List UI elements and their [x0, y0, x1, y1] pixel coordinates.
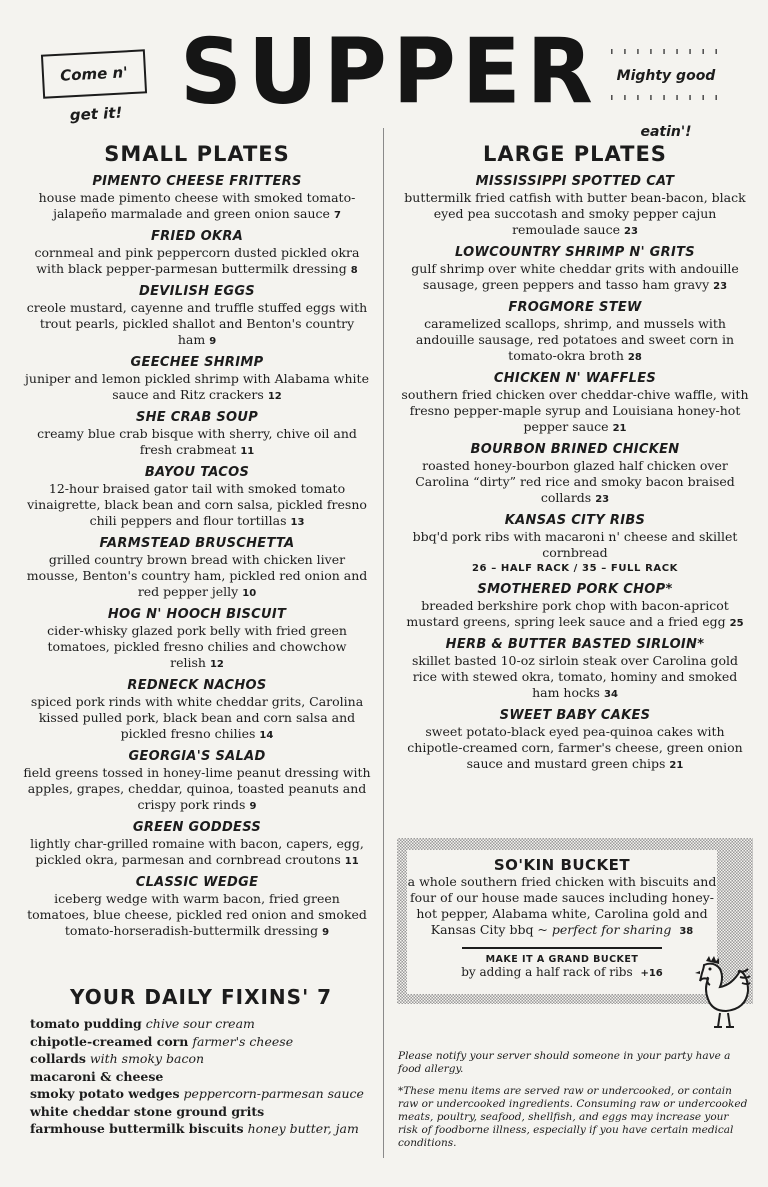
daily-fixins-section	[30, 985, 375, 1138]
small-plates-section	[22, 140, 372, 945]
large-plate-item-description	[400, 387, 750, 437]
large-plate-item-description	[400, 653, 750, 703]
small-plate-item-price: 9	[209, 336, 217, 347]
small-plate-item-price: 9	[249, 801, 257, 812]
small-plate-item-name: REDNECK NACHOS	[127, 678, 267, 693]
small-plate-item-name: GREEN GODDESS	[132, 820, 262, 835]
bucket-price: 38	[679, 926, 694, 937]
large-plate-item-desc-text: caramelized scallops, shrimp, and mussels with andouille sausage, red potatoes and sweet corn in tomato-okra broth	[415, 316, 735, 363]
large-plate-item-name: FROGMORE STEW	[508, 300, 642, 315]
large-plate-item-name: CHICKEN N' WAFFLES	[493, 371, 657, 386]
small-plate-item-desc-text: spiced pork rinds with white cheddar grits, Carolina kissed pulled pork, black bean and corn salsa and pickled fresno chilies	[30, 694, 364, 741]
fixin-note: peppercorn-parmesan sauce	[183, 1086, 364, 1101]
large-plate-item-desc-text: breaded berkshire pork chop with bacon-apricot mustard greens, spring leek sauce and a fried egg	[406, 598, 729, 629]
fixin-note: honey butter, jam	[247, 1121, 359, 1136]
grand-bucket-title: MAKE IT A GRAND BUCKET	[485, 954, 639, 965]
large-plate-item-price: 28	[627, 352, 642, 363]
menu-notes	[398, 1050, 748, 1159]
small-plate-item	[22, 874, 372, 941]
small-plate-item-price: 7	[333, 210, 341, 221]
large-plate-item	[400, 707, 750, 774]
large-plate-item-desc-text: sweet potato-black eyed pea-quinoa cakes with chipotle-creamed corn, farmer's cheese, green onion sauce and mustard green chips	[407, 724, 743, 771]
small-plate-item-description	[22, 765, 372, 815]
small-plate-item-name: CLASSIC WEDGE	[135, 875, 259, 890]
small-plate-item-desc-text: iceberg wedge with warm bacon, fried green tomatoes, blue cheese, pickled red onion and smoked tomato-horseradish-buttermilk dressing	[27, 891, 367, 938]
bucket-description	[407, 874, 717, 940]
grand-price: +16	[640, 968, 663, 979]
small-plate-item-description	[22, 245, 372, 279]
small-plate-item	[22, 819, 372, 870]
fixin-note: chive sour cream	[145, 1016, 255, 1031]
large-plate-item-description	[400, 316, 750, 366]
fixin-name: chipotle-creamed corn	[30, 1033, 189, 1049]
tag-mighty-good: I I I I I I I I I Mighty good eatin'! I I I I I I I I I	[596, 48, 736, 104]
tag-come-get-it: Come n' get it!	[41, 49, 147, 98]
small-plate-item-description	[22, 190, 372, 224]
small-plate-item-price: 13	[290, 517, 305, 528]
large-plate-item	[400, 299, 750, 366]
small-plate-item-name: FARMSTEAD BRUSCHETTA	[99, 536, 295, 551]
fixin-item	[30, 1015, 375, 1033]
small-plate-item-desc-text: creole mustard, cayenne and truffle stuffed eggs with trout pearls, pickled shallot and Benton's country ham	[26, 300, 368, 347]
large-plate-item	[400, 244, 750, 295]
small-plate-item-price: 8	[350, 265, 358, 276]
fixins-price: 7	[317, 985, 333, 1009]
small-plate-item-description	[22, 836, 372, 870]
large-plate-item-description	[400, 261, 750, 295]
large-plate-item-price: 26 – HALF RACK / 35 – FULL RACK	[472, 563, 678, 574]
small-plate-item-name: GEORGIA'S SALAD	[128, 749, 266, 764]
large-plate-item-desc-text: roasted honey-bourbon glazed half chicken over Carolina “dirty” red rice and smoky bacon braised collards	[415, 458, 735, 505]
bucket-desc-text: a whole southern fried chicken with biscuits and four of our house made sauces including honey-hot pepper, Alabama white, Carolina gold and Kansas City bbq ~	[407, 874, 717, 937]
small-plate-item	[22, 464, 372, 531]
fixin-item	[30, 1085, 375, 1103]
large-plate-item-name: SWEET BABY CAKES	[499, 708, 651, 723]
small-plate-item-desc-text: grilled country brown bread with chicken liver mousse, Benton's country ham, pickled red onion and red pepper jelly	[26, 552, 368, 599]
small-plate-item	[22, 606, 372, 673]
large-plate-item-description	[400, 458, 750, 508]
fixins-title-text: YOUR DAILY FIXINS'	[70, 985, 310, 1009]
small-plate-item-description	[22, 300, 372, 350]
small-plate-item-desc-text: cider-whisky glazed pork belly with fried green tomatoes, pickled fresno chilies and chowchow relish	[47, 623, 347, 670]
large-plate-item-name: HERB & BUTTER BASTED SIRLOIN*	[445, 637, 705, 652]
bucket-share-note: perfect for sharing	[551, 922, 672, 937]
small-plate-item-price: 9	[322, 927, 330, 938]
small-plate-item-name: GEECHEE SHRIMP	[130, 355, 264, 370]
small-plate-item-description	[22, 481, 372, 531]
large-plate-item-desc-text: skillet basted 10-oz sirloin steak over Carolina gold rice with stewed okra, tomato, hominy and smoked ham hocks	[411, 653, 739, 700]
small-plate-item-desc-text: creamy blue crab bisque with sherry, chive oil and fresh crabmeat	[37, 426, 357, 457]
fixin-item	[30, 1120, 375, 1138]
large-plate-item-price: 23	[713, 281, 728, 292]
small-plate-item-description	[22, 552, 372, 602]
bucket-title: SO'KIN BUCKET	[493, 856, 631, 874]
fixin-note: with smoky bacon	[89, 1051, 205, 1066]
small-plate-item	[22, 228, 372, 279]
large-plate-item-price: 21	[612, 423, 627, 434]
fixin-item	[30, 1068, 375, 1086]
small-plate-item-desc-text: cornmeal and pink peppercorn dusted pickled okra with black pepper-parmesan buttermilk dressing	[34, 245, 360, 276]
grand-desc-text: by adding a half rack of ribs	[461, 965, 633, 979]
fixin-name: farmhouse buttermilk biscuits	[30, 1121, 244, 1136]
fixin-name: collards	[30, 1051, 86, 1066]
large-plate-item-description	[400, 190, 750, 240]
fixin-name: smoky potato wedges	[30, 1086, 180, 1101]
large-plate-item	[400, 581, 750, 632]
small-plates-list	[22, 173, 372, 941]
small-plate-item-desc-text: 12-hour braised gator tail with smoked tomato vinaigrette, black bean and corn salsa, pickled fresno chili peppers and flour tortillas	[27, 481, 367, 528]
small-plate-item-description	[22, 623, 372, 673]
large-plate-item-price: 23	[624, 226, 638, 237]
small-plate-item	[22, 173, 372, 224]
fixin-note: farmer's cheese	[192, 1033, 294, 1049]
small-plate-item-desc-text: lightly char-grilled romaine with bacon, capers, egg, pickled okra, parmesan and cornbread croutons	[30, 836, 364, 867]
small-plate-item-name: HOG N' HOOCH BISCUIT	[107, 607, 287, 622]
small-plate-item	[22, 748, 372, 815]
fixin-item	[30, 1033, 375, 1051]
large-plate-item	[400, 636, 750, 703]
large-plate-item-description	[400, 598, 750, 632]
fixins-title	[70, 985, 375, 1009]
large-plates-list	[400, 173, 750, 774]
small-plate-item-price: 14	[259, 730, 274, 741]
small-plate-item	[22, 409, 372, 460]
small-plate-item-price: 12	[267, 391, 282, 402]
raw-food-warning: *These menu items are served raw or undercooked, or contain raw or undercooked ingredients. Consuming raw or undercooked meats, poultry, seafood, shellfish, and eggs may increase your risk of foodborne illness, especially if you have certain medical conditions.	[398, 1085, 748, 1149]
large-plate-item	[400, 173, 750, 240]
small-plate-item-name: BAYOU TACOS	[144, 465, 250, 480]
small-plate-item-name: PIMENTO CHEESE FRITTERS	[92, 174, 302, 189]
column-divider	[383, 128, 384, 1158]
small-plate-item-description	[22, 694, 372, 744]
large-plate-item	[400, 441, 750, 508]
menu-header	[0, 0, 768, 140]
large-plates-section	[400, 140, 750, 778]
large-plate-item-price: 21	[669, 760, 684, 771]
small-plate-item-price: 11	[344, 856, 359, 867]
large-plate-item-price: 23	[595, 494, 610, 505]
small-plate-item-name: FRIED OKRA	[150, 229, 244, 244]
large-plate-item-name: KANSAS CITY RIBS	[504, 513, 646, 528]
fixin-item	[30, 1103, 375, 1121]
small-plate-item	[22, 677, 372, 744]
small-plate-item-desc-text: field greens tossed in honey-lime peanut dressing with apples, grapes, cheddar, quinoa, toasted peanuts and crispy pork rinds	[23, 765, 371, 812]
large-plate-item-description	[400, 724, 750, 774]
large-plate-item-price: 34	[603, 689, 618, 700]
fixin-name: macaroni & cheese	[30, 1068, 164, 1084]
small-plate-item-price: 10	[242, 588, 257, 599]
bucket-divider	[462, 947, 662, 949]
small-plate-item-price: 11	[240, 446, 255, 457]
small-plate-item-desc-text: house made pimento cheese with smoked tomato-jalapeño marmalade and green onion sauce	[38, 190, 356, 221]
small-plate-item-description	[22, 891, 372, 941]
large-plates-title: LARGE PLATES	[483, 142, 667, 166]
small-plate-item-description	[22, 371, 372, 405]
large-plate-item-price: 25	[729, 618, 744, 629]
small-plate-item-desc-text: juniper and lemon pickled shrimp with Alabama white sauce and Ritz crackers	[25, 371, 369, 402]
small-plate-item	[22, 354, 372, 405]
small-plate-item-name: DEVILISH EGGS	[139, 284, 255, 299]
fixins-list	[30, 1015, 375, 1138]
fixin-item	[30, 1050, 375, 1068]
fixin-name: white cheddar stone ground grits	[30, 1103, 265, 1119]
fixin-name: tomato pudding	[30, 1016, 142, 1031]
large-plate-item-name: MISSISSIPPI SPOTTED CAT	[475, 174, 675, 189]
small-plate-item-name: SHE CRAB SOUP	[135, 410, 259, 425]
small-plates-title: SMALL PLATES	[104, 142, 290, 166]
large-plate-item-desc-text: buttermilk fried catfish with butter bean-bacon, black eyed pea succotash and smoky pepper cajun remoulade sauce	[404, 190, 746, 237]
grand-bucket-desc	[407, 965, 717, 981]
small-plate-item	[22, 283, 372, 350]
large-plate-item-name: LOWCOUNTRY SHRIMP N' GRITS	[455, 245, 695, 260]
rooster-icon	[692, 955, 752, 1030]
large-plate-item	[400, 370, 750, 437]
large-plate-item-name: BOURBON BRINED CHICKEN	[470, 442, 680, 457]
allergy-note: Please notify your server should someone in your party have a food allergy.	[398, 1050, 731, 1075]
large-plate-item-desc-text: gulf shrimp over white cheddar grits with andouille sausage, green peppers and tasso ham gravy	[411, 261, 739, 292]
small-plate-item	[22, 535, 372, 602]
large-plate-item-description	[400, 529, 750, 561]
large-plate-item	[400, 512, 750, 577]
sokin-bucket-content	[407, 850, 717, 994]
large-plate-item-desc-text: southern fried chicken over cheddar-chive waffle, with fresno pepper-maple syrup and Louisiana honey-hot pepper sauce	[401, 387, 749, 434]
page-title: SUPPER	[180, 19, 599, 125]
large-plate-item-name: SMOTHERED PORK CHOP*	[477, 582, 673, 597]
large-plate-item-desc-text: bbq'd pork ribs with macaroni n' cheese and skillet cornbread	[412, 529, 738, 560]
small-plate-item-price: 12	[209, 659, 224, 670]
small-plate-item-description	[22, 426, 372, 460]
